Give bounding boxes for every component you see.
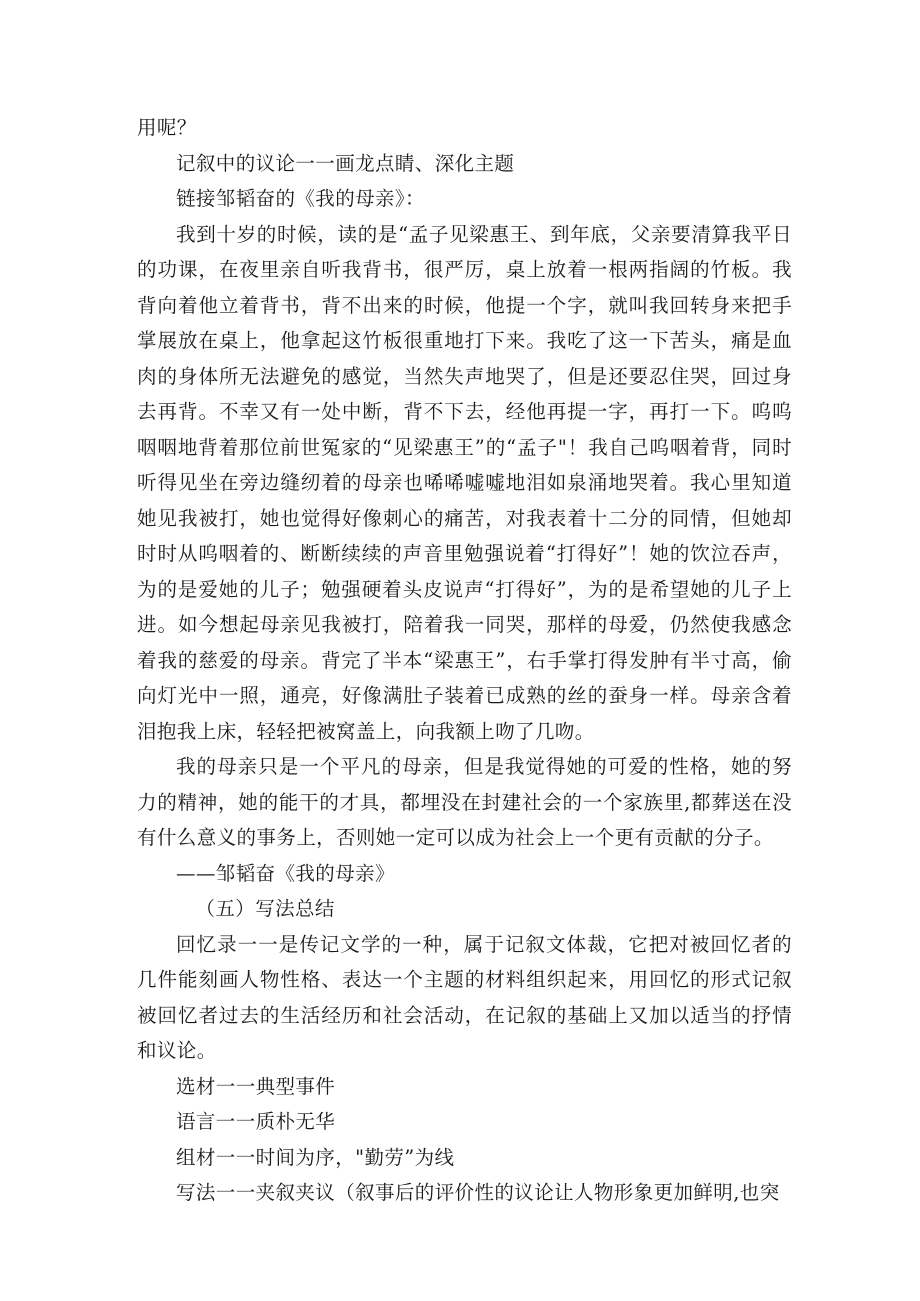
paragraph-memoir-definition: 回忆录一一是传记文学的一种，属于记叙文体裁，它把对被回忆者的几件能刻画人物性格、表达一个主题的材料组织起来，用回忆的形式记叙被回忆者过去的生活经历和社会活动，在记叙的基础上又加以适当的抒情和议论。 [137, 932, 792, 1062]
summary-item-structure: 组材一一时间为序，"勤劳”为线 [176, 1145, 455, 1169]
paragraph-continuation: 用呢？ [137, 116, 197, 139]
paragraph-excerpt-closing: 我的母亲只是一个平凡的母亲，但是我觉得她的可爱的性格，她的努力的精神，她的能干的才具，都埋没在封建社会的一个家族里,都葬送在没有什么意义的事务上，否则她一定可以成为社会上一个更有贡献的分子。 [137, 755, 792, 849]
summary-item-language: 语言一一质朴无华 [176, 1110, 336, 1133]
paragraph-link-intro: 链接邹韬奋的《我的母亲》： [176, 187, 425, 210]
summary-item-material: 选材一一典型事件 [176, 1074, 336, 1098]
paragraph-heading-commentary: 记叙中的议论一一画龙点睛、深化主题 [176, 151, 515, 175]
paragraph-citation: ——邹韬奋《我的母亲》 [176, 861, 395, 885]
document-body [137, 110, 792, 1211]
paragraph-excerpt-main: 我到十岁的时候，读的是“孟子见梁惠王、到年底，父亲要清算我平日的功课，在夜里亲自听我背书，很严厉，桌上放着一根两指阔的竹板。我背向着他立着背书，背不出来的时候，他提一个字，就叫我回转身来把手掌展放在桌上，他拿起这竹板很重地打下来。我吃了这一下苦头，痛是血肉的身体所无法避免的感觉，当然失声地哭了，但是还要忍住哭，回过身去再背。不幸又有一处中断，背不下去，经他再提一字，再打一下。呜呜咽咽地背着那位前世冤家的“见梁惠王”的“孟子"！我自己呜咽着背，同时听得见坐在旁边缝纫着的母亲也唏唏嘘嘘地泪如泉涌地哭着。我心里知道她见我被打，她也觉得好像刺心的痛苦，对我表着十二分的同情，但她却时时从呜咽着的、断断续续的声音里勉强说着“打得好”！她的饮泣吞声，为的是爱她的儿子；勉强硬着头皮说声“打得好”，为的是希望她的儿子上进。如今想起母亲见我被打，陪着我一同哭，那样的母爱，仍然使我感念着我的慈爱的母亲。背完了半本“梁惠王”，右手掌打得发肿有半寸高，偷向灯光中一照，通亮，好像满肚子装着已成熟的丝的蚕身一样。母亲含着泪抱我上床，轻轻把被窝盖上，向我额上吻了几吻。 [137, 222, 792, 743]
section-heading-summary: （五）写法总结 [195, 897, 335, 920]
summary-item-technique: 写法一一夹叙夹议（叙事后的评价性的议论让人物形象更加鲜明,也突 [176, 1181, 780, 1204]
